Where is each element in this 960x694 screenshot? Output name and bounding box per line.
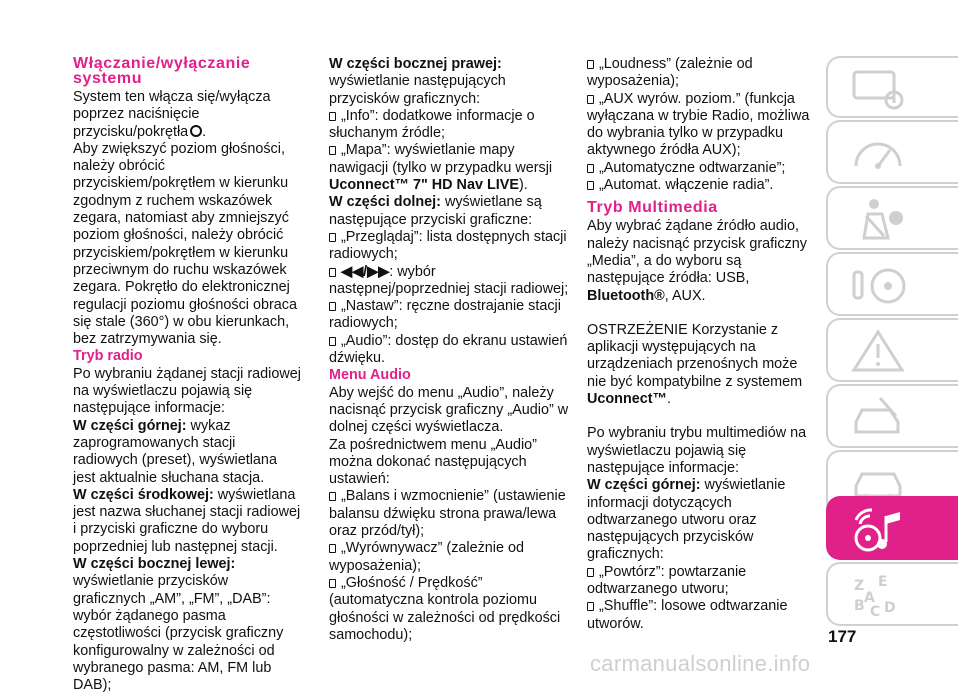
paragraph [587,218,819,304]
text: „Audio”: dostęp do ekranu ustawień dźwięku. [329,332,568,367]
tab-emergency[interactable] [826,318,958,382]
svg-text:E: E [878,574,888,590]
list-item [587,564,819,599]
label: W części górnej: [73,417,187,434]
spacer [587,305,819,322]
alphabet-index-icon [850,572,920,628]
bullet-icon [587,181,594,190]
paragraph [329,194,569,229]
paragraph: Aby zwiększyć poziom głośności, należy obrócić przyciskiem/pokrętłem w kierunku zgodnym z ruchem wskazówek zegara, natomiast aby zmniejszyć poziom głośności, należy obrócić przyciskiem/pokrętłem w kierunku przeciwnym do ruchu wskazówek zegara. Pokrętło do elektronicznej regulacji poziomu głośności obraca się stale (360°) w obu kierunkach, bez zatrzymywania się. [73,140,297,348]
list-item [329,488,569,540]
list-item [587,160,819,177]
text: „Info”: dodatkowe informacje o słuchanym źródle; [329,107,535,142]
text: „Przeglądaj”: lista dostępnych stacji radiowych; [329,228,567,263]
text: „Powtórz”: powtarzanie odtwarzanego utworu; [587,563,747,598]
label: W części dolnej: [329,194,441,211]
section-heading-power: Włączanie/wyłączanie systemu [73,55,251,87]
warning-triangle-icon [850,328,906,374]
text: OSTRZEŻENIE Korzystanie z aplikacji występujących na urządzeniach przenośnych może nie być kompatybilne z systemem [587,321,803,390]
paragraph [73,89,301,141]
list-item [329,108,569,143]
paragraph: Aby wejść do menu „Audio”, należy nacisnąć przycisk graficzny „Audio” w dolnej części wyświetlacza. [329,384,569,436]
paragraph: Za pośrednictwem menu „Audio” można dokonać następujących ustawień: [329,436,537,488]
text: „AUX wyrów. poziom.” (funkcja wyłączana w trybie Radio, możliwa do wybrania tylko w przypadku aktywnego źródła AUX); [587,90,810,159]
svg-text:B: B [854,598,865,614]
warning-note [587,322,819,408]
paragraph [73,556,301,694]
page-number: 177 [828,627,857,646]
bullet-icon [329,268,336,277]
bullet-icon [329,544,336,553]
text: „Głośność / Prędkość” (automatyczna kontrola poziomu głośności w zależności od prędkości samochodu); [329,574,561,643]
text: Aby wybrać żądane źródło audio, należy nacisnąć przycisk graficzny „Media”, a do wyboru są następujące źródła: USB, [587,218,807,287]
text: „Automatyczne odtwarzanie”; [599,159,786,176]
text: System ten włącza się/wyłącza poprzez naciśnięcie przycisku/pokrętła [73,89,271,140]
text: wyświetlana jest nazwa słuchanej stacji radiowej i przyciski graficzne do wyboru poprzedniej lub następnej stacji. [73,486,301,555]
key-steering-icon [850,262,910,308]
seatbelt-airbag-icon [850,196,906,242]
label: W części bocznej lewej: [73,556,236,573]
list-item [329,264,569,299]
paragraph [73,418,301,487]
tab-multimedia[interactable] [826,496,958,560]
text: , AUX. [664,287,706,304]
bullet-icon [587,95,594,104]
text: „Wyrównywacz” (zależnie od wyposażenia); [329,540,525,574]
text: Bluetooth® [587,287,665,304]
svg-text:D: D [884,600,896,616]
text: wyświetlanie przycisków graficznych „AM”, „FM”, „DAB”: wybór żądanego pasma częstotliwości (przycisk graficzny konfigurowalny w zależności od wybranego pasma: AM, FM lub DAB); [73,573,284,694]
text: wykaz zaprogramowanych stacji radiowych (preset), wyświetlana jest aktualnie słuchana stacja. [73,417,277,486]
bullet-icon [329,579,336,588]
bullet-icon [587,568,594,577]
label: W części bocznej prawej: [329,56,502,72]
dashboard-icon [850,130,906,176]
multimedia-icon [850,506,906,556]
list-item [587,56,819,91]
bullet-icon [587,602,594,611]
text: . [202,123,207,140]
car-info-icon [850,66,906,112]
list-item [329,575,569,644]
text: Uconnect™ [587,391,667,408]
list-item [587,91,819,160]
text: wyświetlane są następujące przyciski graficzne: [329,194,542,228]
list-item [329,333,569,368]
text: „Loudness” (zależnie od wyposażenia); [587,56,753,90]
list-item [329,540,569,575]
text: „Mapa”: wyświetlanie mapy nawigacji (tylko w przypadku wersji [329,142,553,176]
svg-text:A: A [864,590,875,606]
list-item [329,142,569,194]
text: ). [518,177,528,194]
bullet-icon [329,337,336,346]
bullet-icon [329,146,336,155]
text: Uconnect™ 7" HD Nav LIVE [329,177,519,194]
tab-maintenance[interactable] [826,384,958,448]
wrench-car-icon [850,394,906,440]
label: W części środkowej: [73,486,214,503]
bullet-icon [587,60,594,69]
tab-starting-driving[interactable] [826,252,958,316]
text: „Shuffle”: losowe odtwarzanie utworów. [587,598,788,632]
column-2 [329,56,569,644]
tab-safety[interactable] [826,186,958,250]
bullet-icon [329,302,336,311]
section-heading-radio: Tryb radio [73,348,143,365]
paragraph [587,477,819,563]
tab-car-info[interactable] [826,56,958,118]
paragraph: Po wybraniu żądanej stacji radiowej na wyświetlaczu pojawią się następujące informacje: [73,365,301,417]
tab-index[interactable] [826,562,958,626]
bullet-icon [587,164,594,173]
column-1 [73,56,301,694]
section-heading-audio: Menu Audio [329,367,411,384]
list-item [587,177,819,194]
tab-dashboard[interactable] [826,120,958,184]
paragraph: Po wybraniu trybu multimediów na wyświetlaczu pojawią się następujące informacje: [587,425,807,476]
text: „Automat. włączenie radia”. [599,177,774,194]
paragraph [73,487,301,556]
text: „Balans i wzmocnienie” (ustawienie balansu dźwięku strona prawa/lewa oraz przód/tył); [329,488,566,540]
watermark: carmanualsonline.info [590,651,811,676]
column-3 [587,56,819,633]
text: wyświetlanie informacji dotyczących odtwarzanego utworu oraz następujących przycisków graficznych: [587,477,786,563]
svg-text:C: C [870,604,881,620]
paragraph: wyświetlanie następujących przycisków graficznych: [329,73,506,107]
svg-text:Z: Z [854,578,865,594]
label: W części górnej: [587,477,701,494]
knob-icon [190,125,202,137]
list-item [329,298,569,333]
list-item [329,229,569,264]
list-item [587,598,819,633]
text: : wybór następnej/poprzedniej stacji radiowej; [329,263,569,297]
spacer [587,408,819,425]
prev-next-icon: ◀◀/▶▶ [341,263,390,280]
bullet-icon [329,233,336,242]
text: „Nastaw”: ręczne dostrajanie stacji radiowych; [329,298,561,332]
bullet-icon [329,112,336,121]
section-heading-multimedia: Tryb Multimedia [587,199,718,217]
bullet-icon [329,492,336,501]
text: . [666,391,671,408]
